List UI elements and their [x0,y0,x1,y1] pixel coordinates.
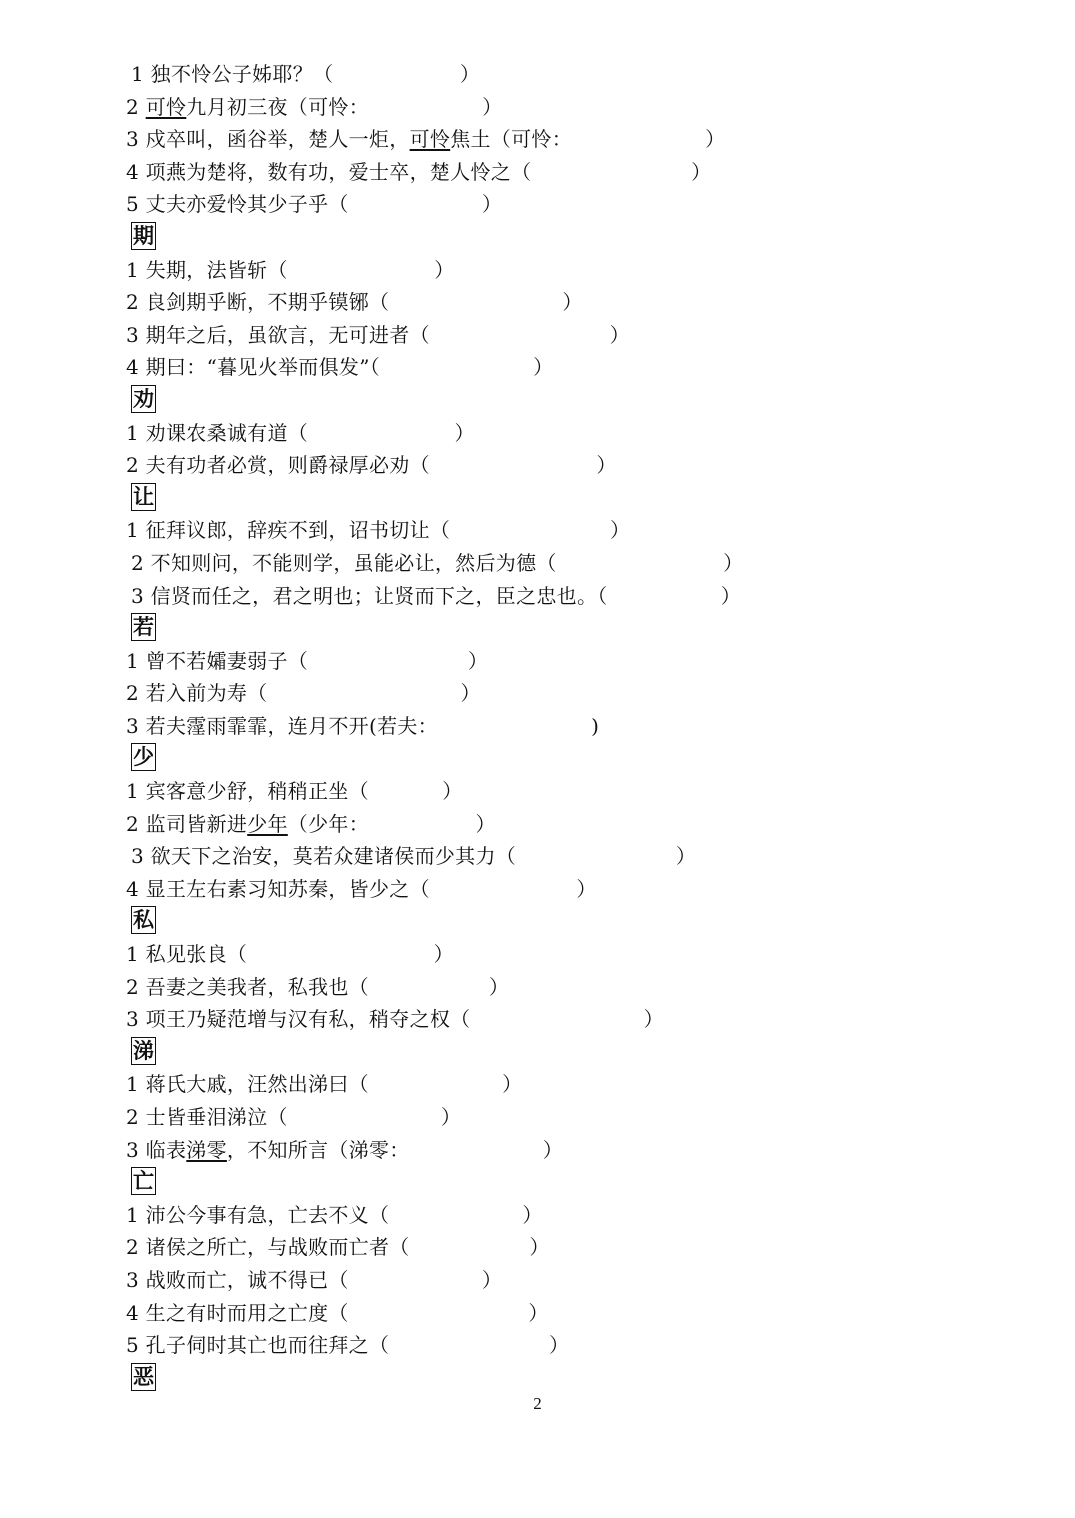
exercise-text [126,158,711,186]
exercise-item [0,1003,1075,1036]
text-segment: 5 孔子伺时其亡也而往拜之（ ） [126,1333,570,1358]
exercise-item [0,514,1075,547]
exercise-item [0,873,1075,906]
exercise-text [126,288,583,316]
text-segment: 2 诸侯之所亡，与战败而亡者（ ） [126,1235,550,1260]
exercise-item [0,188,1075,221]
text-segment: 九月初三夜（可怜： ） [186,94,503,119]
text-segment: 2 良剑期乎断，不期乎镆铘（ ） [126,290,583,315]
text-segment: 2 [126,94,146,119]
exercise-text [126,1331,569,1359]
exercise-item [0,123,1075,156]
exercise-item [0,971,1075,1004]
exercise-item [0,645,1075,678]
text-segment: 3 项王乃疑范增与汉有私，稍夺之权（ ） [126,1007,664,1032]
text-segment: 5 丈夫亦爱怜其少子乎（ ） [126,192,503,217]
exercise-text [126,516,630,544]
exercise-text [126,679,481,707]
exercise-item [0,1134,1075,1167]
character-heading-row [0,905,1075,938]
exercise-text [126,940,454,968]
character-heading: 若 [133,614,154,640]
text-segment: 4 显王左右素习知苏秦，皆少之（ ） [126,876,597,901]
text-segment: 2 吾妻之美我者，私我也（ ） [126,974,510,999]
exercise-item [0,710,1075,743]
text-segment: 2 不知则问，不能则学，虽能必让，然后为德（ ） [131,550,744,575]
exercise-item [0,840,1075,873]
text-segment: 1 劝课农桑诚有道（ ） [126,420,475,445]
text-segment: 3 戍卒叫，函谷举，楚人一炬， [126,127,410,152]
exercise-text [126,419,475,447]
exercise-text [126,1136,563,1164]
exercise-text [126,712,599,740]
exercise-item [0,417,1075,450]
text-segment: 4 期曰：“暮见火举而俱发”（ ） [126,355,554,380]
character-heading-row [0,612,1075,645]
text-segment: 1 独不怜公子姊耶？（ [131,62,334,86]
exercise-item [0,808,1075,841]
character-heading-row [0,384,1075,417]
character-heading: 让 [133,483,154,509]
underlined-term: 可怜 [145,94,187,119]
character-heading-row [0,482,1075,515]
exercise-text [126,1201,543,1229]
underlined-term: 少年 [247,811,288,836]
text-segment: 1 征拜议郎，辞疾不到，诏书切让（ ） [126,518,631,543]
character-heading: 劝 [133,385,154,411]
character-heading: 涕 [133,1037,154,1063]
text-segment: 3 期年之后，虽欲言，无可进者（ ） [126,322,630,347]
exercise-text [126,1070,522,1098]
exercise-item [0,286,1075,319]
text-segment: 3 欲天下之治安，莫若众建诸侯而少其力（ ） [131,844,697,869]
text-segment: ，不知所言（涕零： ） [226,1137,564,1162]
exercise-item [0,580,1075,613]
exercise-text [126,777,463,805]
exercise-text [126,1266,502,1294]
exercise-text [126,321,630,349]
worksheet-page [0,58,1075,1394]
character-heading: 亡 [133,1168,154,1194]
text-segment: 1 私见张良（ ） [126,942,454,967]
exercise-text [126,1005,664,1033]
character-heading-row [0,1036,1075,1069]
exercise-text [126,451,617,479]
exercise-item [0,254,1075,287]
character-heading-row [0,742,1075,775]
text-segment: 3 临表 [126,1137,187,1162]
exercise-item [0,1199,1075,1232]
exercise-item [0,1231,1075,1264]
exercise-item [0,1297,1075,1330]
exercise-item [0,1329,1075,1362]
character-heading: 少 [133,744,154,770]
exercise-text [126,1103,461,1131]
exercise-item [0,449,1075,482]
exercise-text [126,1299,549,1327]
text-segment: 1 沛公今事有急，亡去不义（ ） [126,1202,543,1227]
exercise-item [0,156,1075,189]
exercise-text [126,973,509,1001]
exercise-item [0,351,1075,384]
text-segment: 2 若入前为寿（ ） [126,681,481,706]
exercise-text [126,647,488,675]
exercise-item [0,775,1075,808]
text-segment: ） [333,62,481,86]
exercise-text [126,810,496,838]
page-number: 2 [533,1394,542,1413]
text-segment: 2 监司皆新进 [126,811,248,836]
exercise-item [0,677,1075,710]
text-segment: 1 蒋氏大戚，汪然出涕曰（ ） [126,1072,523,1097]
exercise-text [126,353,553,381]
text-segment: 4 生之有时而用之亡度（ ） [126,1300,549,1325]
character-heading-row [0,221,1075,254]
exercise-text [126,125,725,153]
character-heading: 期 [133,222,154,248]
exercise-item [0,1068,1075,1101]
exercise-item [0,91,1075,124]
exercise-text [126,1233,550,1261]
exercise-item [0,1101,1075,1134]
exercise-text [126,190,502,218]
text-segment: 1 宾客意少舒，稍稍正坐（ ） [126,779,463,804]
underlined-term: 可怜 [409,127,451,152]
character-heading-row [0,1166,1075,1199]
exercise-text [131,60,480,88]
exercise-text [131,842,696,870]
exercise-item [0,938,1075,971]
exercise-item [0,58,1075,91]
text-segment: 1 曾不若孀妻弱子（ ） [126,648,489,673]
text-segment: 3 战败而亡，诚不得已（ ） [126,1267,503,1292]
text-segment: 1 失期，法皆斩（ ） [126,257,455,282]
text-segment: 2 士皆垂泪涕泣（ ） [126,1105,462,1129]
character-heading: 恶 [133,1363,154,1389]
exercise-text [126,875,597,903]
exercise-item [0,319,1075,352]
text-segment: 3 信贤而任之，君之明也；让贤而下之，臣之忠也。（ ） [131,583,742,608]
text-segment: （少年： ） [287,811,496,836]
text-segment: 4 项燕为楚将，数有功，爱士卒，楚人怜之（ ） [126,159,712,184]
text-segment: 3 若夫霪雨霏霏，连月不开(若夫： ) [126,713,600,738]
exercise-text [131,549,743,577]
exercise-text [126,256,455,284]
underlined-term: 涕零 [186,1137,227,1162]
character-heading-row [0,1362,1075,1395]
exercise-item [0,1264,1075,1297]
character-heading: 私 [133,907,154,933]
exercise-text [131,582,741,610]
exercise-text [126,93,502,121]
exercise-item [0,547,1075,580]
text-segment: 2 夫有功者必赏，则爵禄厚必劝（ ） [126,453,617,478]
text-segment: 焦土（可怜： ） [450,127,726,152]
